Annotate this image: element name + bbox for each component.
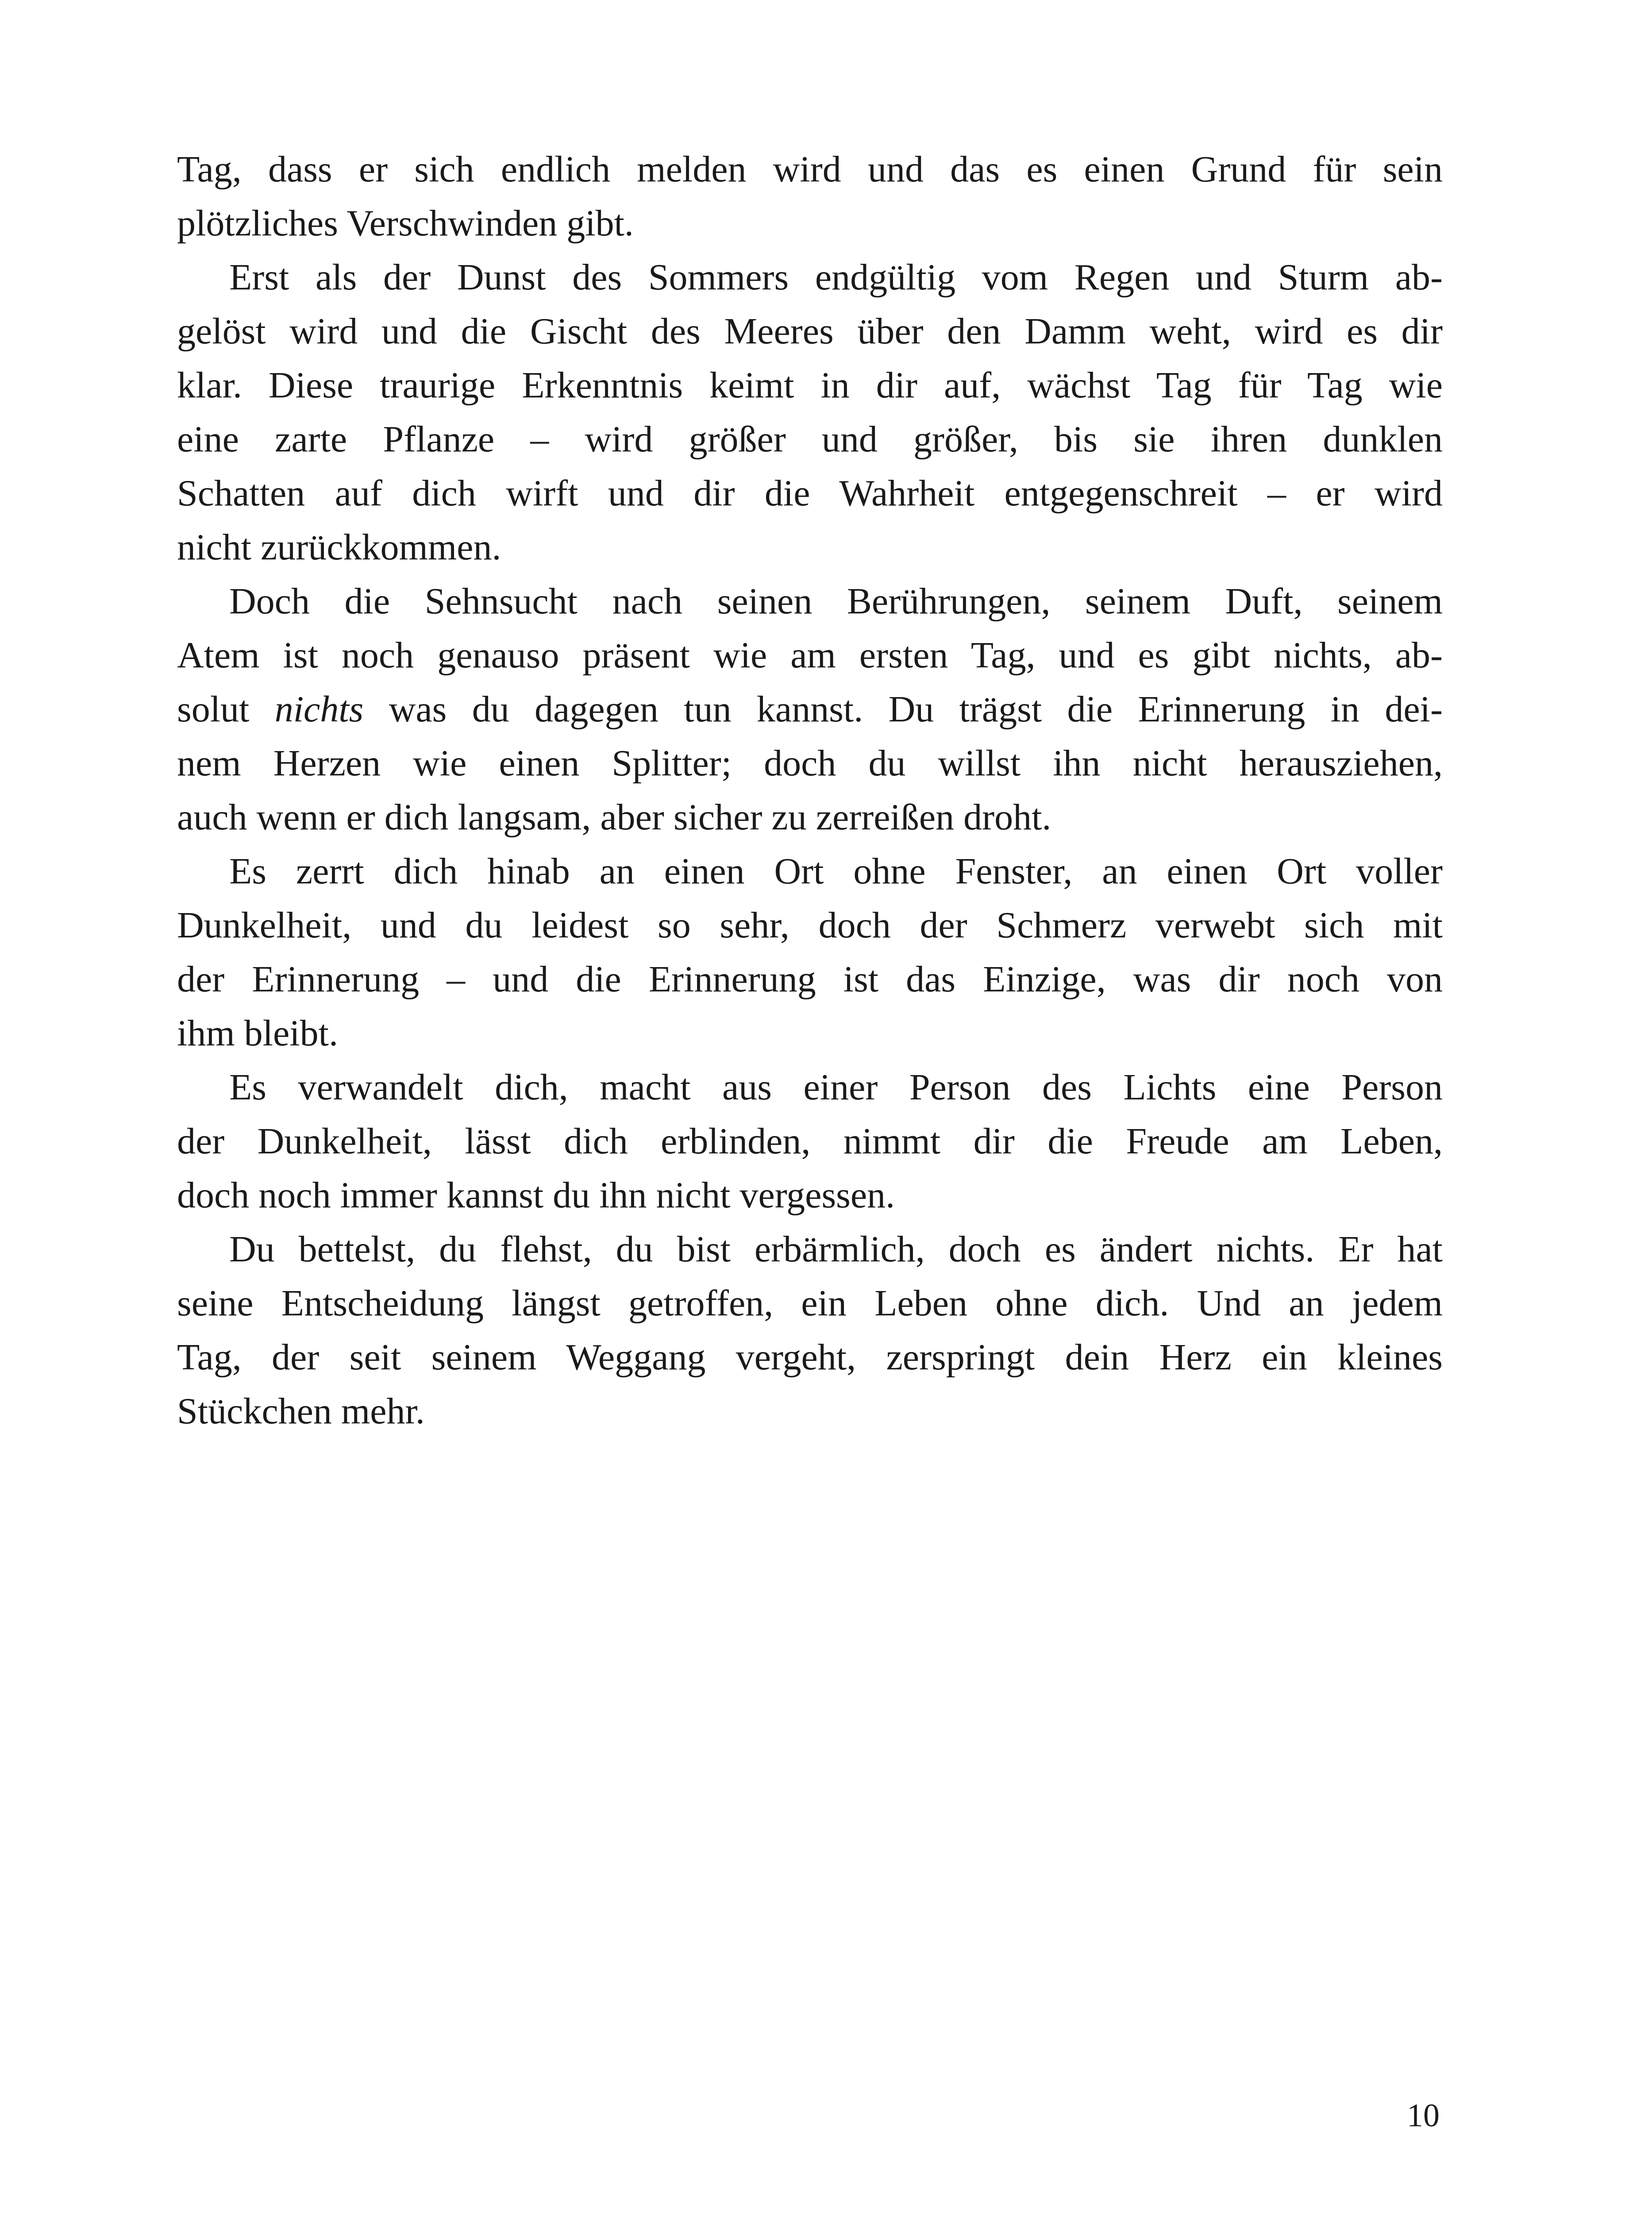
text-line: Schatten auf dich wirft und dir die Wahrheit entgegenschreit – er wird [177,473,1443,514]
text-line: Tag, dass er sich endlich melden wird und das es einen Grund für sein [177,149,1443,190]
text-line: Doch die Sehnsucht nach seinen Berührungen, seinem Duft, seinem [229,581,1443,622]
text-line: nem Herzen wie einen Splitter; doch du willst ihn nicht herausziehen, [177,743,1443,784]
text-run: solut [177,689,275,730]
text-line: ihm bleibt. [177,1013,338,1054]
text-run: was du dagegen tun kannst. Du trägst die Erinnerung in dei- [363,689,1443,730]
text-line: gelöst wird und die Gischt des Meeres über den Damm weht, wird es dir [177,311,1443,352]
emphasis-text: nichts [274,689,364,730]
page-number: 10 [1407,2097,1440,2134]
text-line [177,682,1443,736]
text-line: Es zerrt dich hinab an einen Ort ohne Fenster, an einen Ort voller [229,851,1443,892]
text-line: doch noch immer kannst du ihn nicht vergessen. [177,1175,895,1216]
body-text [177,143,1443,1438]
text-line: Erst als der Dunst des Sommers endgültig vom Regen und Sturm ab- [229,257,1443,298]
text-line: Tag, der seit seinem Weggang vergeht, zerspringt dein Herz ein kleines [177,1337,1443,1378]
text-line: seine Entscheidung längst getroffen, ein Leben ohne dich. Und an jedem [177,1283,1443,1324]
text-line: Atem ist noch genauso präsent wie am ersten Tag, und es gibt nichts, ab- [177,635,1443,676]
text-line: auch wenn er dich langsam, aber sicher zu zerreißen droht. [177,797,1051,838]
text-line: klar. Diese traurige Erkenntnis keimt in dir auf, wächst Tag für Tag wie [177,365,1443,406]
text-line: der Erinnerung – und die Erinnerung ist das Einzige, was dir noch von [177,959,1443,1000]
text-line: eine zarte Pflanze – wird größer und größer, bis sie ihren dunklen [177,419,1443,460]
text-line: Du bettelst, du flehst, du bist erbärmlich, doch es ändert nichts. Er hat [229,1229,1443,1270]
text-line: Es verwandelt dich, macht aus einer Person des Lichts eine Person [229,1067,1443,1108]
text-line: Dunkelheit, und du leidest so sehr, doch der Schmerz verwebt sich mit [177,905,1443,946]
text-line: plötzliches Verschwinden gibt. [177,203,634,244]
text-line: nicht zurückkommen. [177,527,501,568]
text-line: Stückchen mehr. [177,1391,425,1432]
text-line: der Dunkelheit, lässt dich erblinden, nimmt dir die Freude am Leben, [177,1121,1443,1162]
